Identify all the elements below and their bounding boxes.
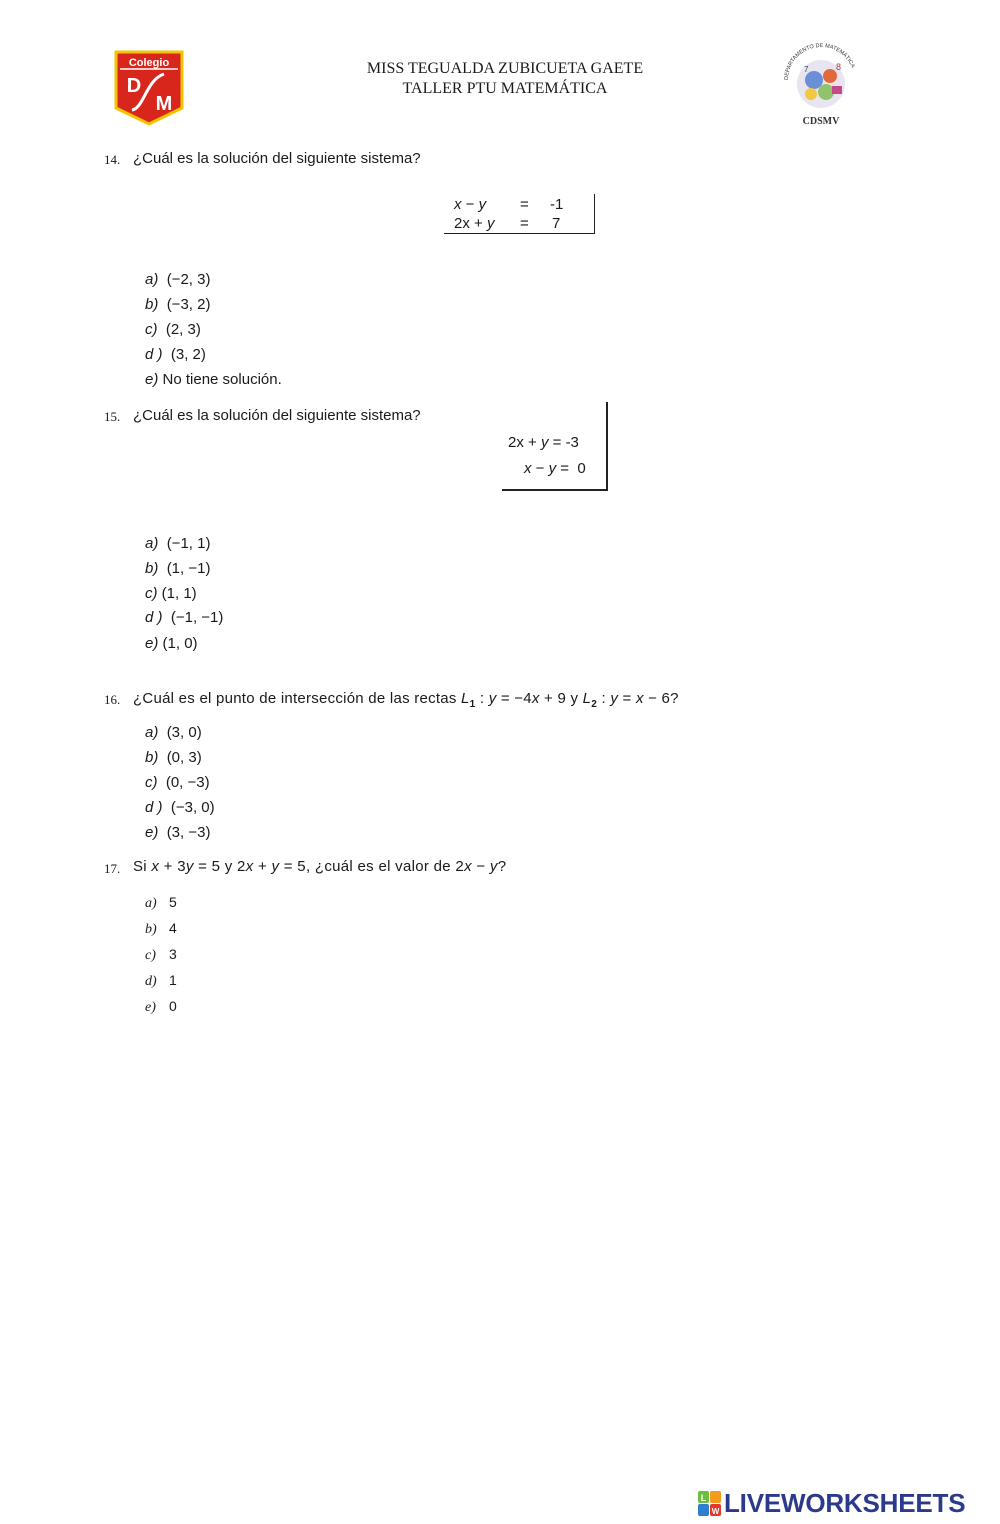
system-row: x − y = 0 (524, 460, 586, 477)
svg-text:W: W (711, 1507, 720, 1516)
question-17-option-c[interactable]: c) 3 (145, 946, 177, 963)
question-15-number: 15. (104, 409, 121, 424)
system-row: 2x + y = -3 (508, 434, 579, 451)
system-row: 2x + y (454, 215, 495, 232)
question-17-option-d[interactable]: d) 1 (145, 972, 177, 989)
question-16-option-a[interactable]: a) (3, 0) (145, 724, 202, 741)
question-15-option-e[interactable]: e) (1, 0) (145, 635, 198, 652)
question-15-system (500, 402, 610, 492)
question-17-option-b[interactable]: b) 4 (145, 920, 177, 937)
school-logo (114, 50, 184, 126)
question-14-option-e[interactable]: e) No tiene solución. (145, 371, 282, 388)
question-16-option-b[interactable]: b) (0, 3) (145, 749, 202, 766)
question-15-option-c[interactable]: c) (1, 1) (145, 585, 197, 602)
math-logo-caption: CDSMV (802, 116, 840, 127)
system-row: x − y (454, 196, 487, 213)
school-logo-word: Colegio (128, 57, 170, 69)
question-14-option-a[interactable]: a) (−2, 3) (145, 271, 211, 288)
question-14-option-d[interactable]: d ) (3, 2) (145, 346, 206, 363)
math-logo-ring-text: DEPARTAMENTO DE MATEMÁTICA (783, 42, 856, 81)
header-workshop-title: TALLER PTU MATEMÁTICA (402, 80, 608, 97)
svg-text:D: D (126, 75, 142, 97)
svg-text:8: 8 (836, 62, 842, 72)
svg-text:M: M (155, 93, 173, 115)
question-16-option-d[interactable]: d ) (−3, 0) (145, 799, 215, 816)
question-15-option-b[interactable]: b) (1, −1) (145, 560, 211, 577)
question-15-option-a[interactable]: a) (−1, 1) (145, 535, 211, 552)
question-14-option-c[interactable]: c) (2, 3) (145, 321, 201, 338)
liveworksheets-badge-icon (698, 1491, 722, 1517)
liveworksheets-brand: LIVEWORKSHEETS (724, 1488, 966, 1518)
question-16-number: 16. (104, 692, 121, 707)
question-15-option-d[interactable]: d ) (−1, −1) (145, 609, 224, 626)
question-17-option-a[interactable]: a) 5 (145, 894, 177, 911)
question-17-text: Si x + 3y = 5 y 2x + y = 5, ¿cuál es el valor de 2x − y? (133, 858, 507, 875)
question-14-option-b[interactable]: b) (−3, 2) (145, 296, 211, 313)
question-16-option-e[interactable]: e) (3, −3) (145, 824, 211, 841)
question-14-system: x − y = -1 2x + y = 7 (446, 194, 596, 236)
question-16-text: ¿Cuál es el punto de intersección de las rectas $L_1$ : y = −4x + 9 y $L_2$ : y = x − 6? (133, 690, 679, 710)
svg-text:L: L (700, 1493, 707, 1503)
question-17-number: 17. (104, 861, 121, 876)
question-14-text: ¿Cuál es la solución del siguiente sistema? (133, 150, 421, 167)
question-16-option-c[interactable]: c) (0, −3) (145, 774, 210, 791)
question-15-text: ¿Cuál es la solución del siguiente sistema? (133, 407, 421, 424)
question-14-number: 14. (104, 152, 121, 167)
header-teacher-name: MISS TEGUALDA ZUBICUETA GAETE (366, 60, 644, 77)
svg-text:7: 7 (804, 65, 809, 74)
question-17-option-e[interactable]: e) 0 (145, 998, 177, 1015)
math-department-logo (778, 40, 864, 130)
